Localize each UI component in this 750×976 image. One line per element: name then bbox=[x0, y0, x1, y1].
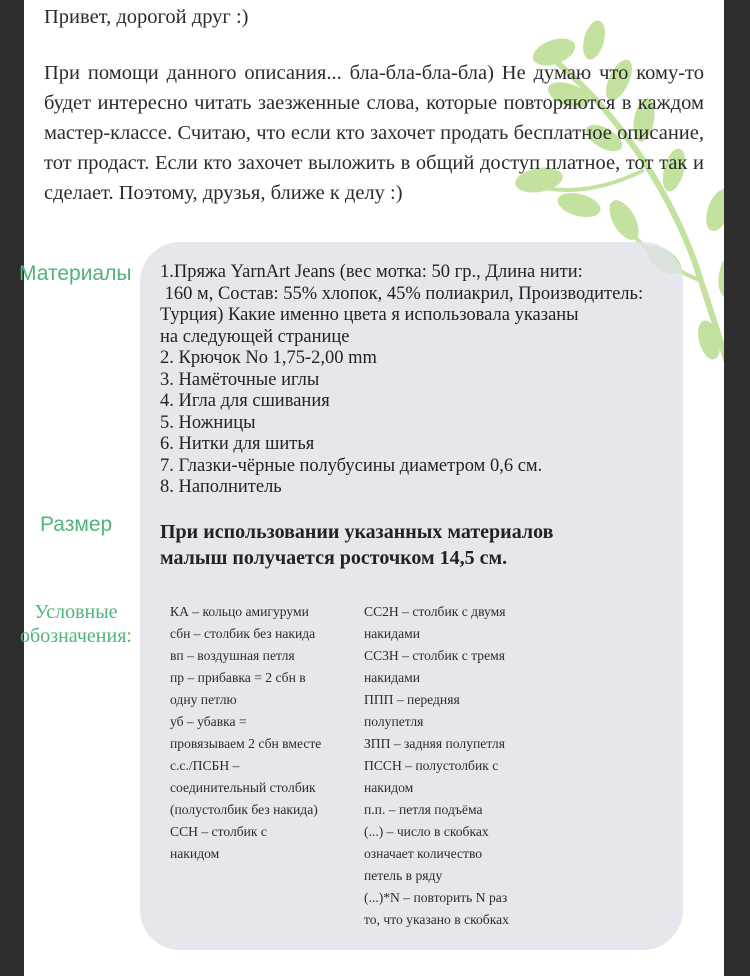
materials-heading: Материалы bbox=[19, 262, 132, 285]
list-item: провязываем 2 сбн вместе bbox=[170, 736, 322, 751]
list-item: с.с./ПСБН – bbox=[170, 758, 240, 773]
symbols-list-left bbox=[170, 601, 350, 865]
symbols-heading bbox=[12, 600, 140, 648]
list-item: полупетля bbox=[364, 714, 424, 729]
list-item: ППП – передняя bbox=[364, 692, 460, 707]
list-item: накидом bbox=[364, 780, 414, 795]
list-item: СС2Н – столбик с двумя bbox=[364, 604, 506, 619]
symbols-heading-line: обозначения: bbox=[20, 625, 132, 647]
list-item: 6. Нитки для шитья bbox=[160, 434, 315, 454]
list-item: соединительный столбик bbox=[170, 780, 316, 795]
page-margin bbox=[724, 0, 750, 976]
list-item: 3. Намёточные иглы bbox=[160, 369, 320, 390]
list-item: 4. Игла для сшивания bbox=[160, 391, 330, 411]
list-item: 5. Ножницы bbox=[160, 412, 256, 433]
list-item: означает количество bbox=[364, 846, 483, 861]
size-description bbox=[160, 519, 640, 571]
intro-paragraph: При помощи данного описания... бла-бла-бла-бла) Не думаю что кому-то будет интересно читать заезженные слова, которые повторяются в каждом мастер-классе. Считаю, что если кто захочет продать бесплатное описание, тот продаст. Если кто захочет выложить в общий доступ платное, тот так и сделает. Поэтому, друзья, ближе к делу :) bbox=[44, 62, 704, 204]
list-item: Турция) Какие именно цвета я использовала указаны bbox=[160, 305, 579, 325]
list-item: 7. Глазки-чёрные полубусины диаметром 0,6 см. bbox=[160, 455, 543, 476]
list-item: СС3Н – столбик с тремя bbox=[364, 648, 505, 663]
list-item: сбн – столбик без накида bbox=[170, 626, 316, 641]
size-line: малыш получается росточком 14,5 см. bbox=[160, 547, 508, 569]
list-item: ЗПП – задняя полупетля bbox=[364, 736, 505, 751]
list-item: вп – воздушная петля bbox=[170, 648, 295, 663]
materials-list bbox=[160, 262, 700, 499]
list-item: 2. Крючок No 1,75-2,00 mm bbox=[160, 348, 377, 368]
list-item: ПССН – полустолбик с bbox=[364, 758, 499, 773]
list-item: петель в ряду bbox=[364, 868, 443, 883]
size-heading: Размер bbox=[40, 513, 113, 536]
greeting: Привет, дорогой друг :) bbox=[44, 6, 249, 28]
list-item: КА – кольцо амигуруми bbox=[170, 604, 309, 619]
list-item: (полустолбик без накида) bbox=[170, 802, 318, 817]
list-item: на следующей странице bbox=[160, 326, 350, 347]
list-item: 160 м, Состав: 55% хлопок, 45% полиакрил, Производитель: bbox=[160, 283, 644, 304]
list-item: (...)*N – повторить N раз bbox=[364, 890, 508, 905]
list-item: то, что указано в скобках bbox=[364, 912, 509, 927]
list-item: пр – прибавка = 2 сбн в bbox=[170, 670, 306, 685]
list-item: накидами bbox=[364, 626, 421, 641]
list-item: уб – убавка = bbox=[170, 714, 247, 729]
list-item: (...) – число в скобках bbox=[364, 824, 489, 839]
symbols-heading-line: Условные bbox=[34, 601, 118, 623]
list-item: 8. Наполнитель bbox=[160, 477, 282, 497]
list-item: 1.Пряжа YarnArt Jeans (вес мотка: 50 гр., Длина нити: bbox=[160, 262, 583, 282]
list-item: накидом bbox=[170, 846, 220, 861]
size-line: При использовании указанных материалов bbox=[160, 521, 554, 543]
symbols-list-right bbox=[364, 601, 544, 931]
list-item: п.п. – петля подъёма bbox=[364, 802, 483, 817]
list-item: ССН – столбик с bbox=[170, 824, 267, 839]
list-item: накидами bbox=[364, 670, 421, 685]
list-item: одну петлю bbox=[170, 692, 237, 707]
